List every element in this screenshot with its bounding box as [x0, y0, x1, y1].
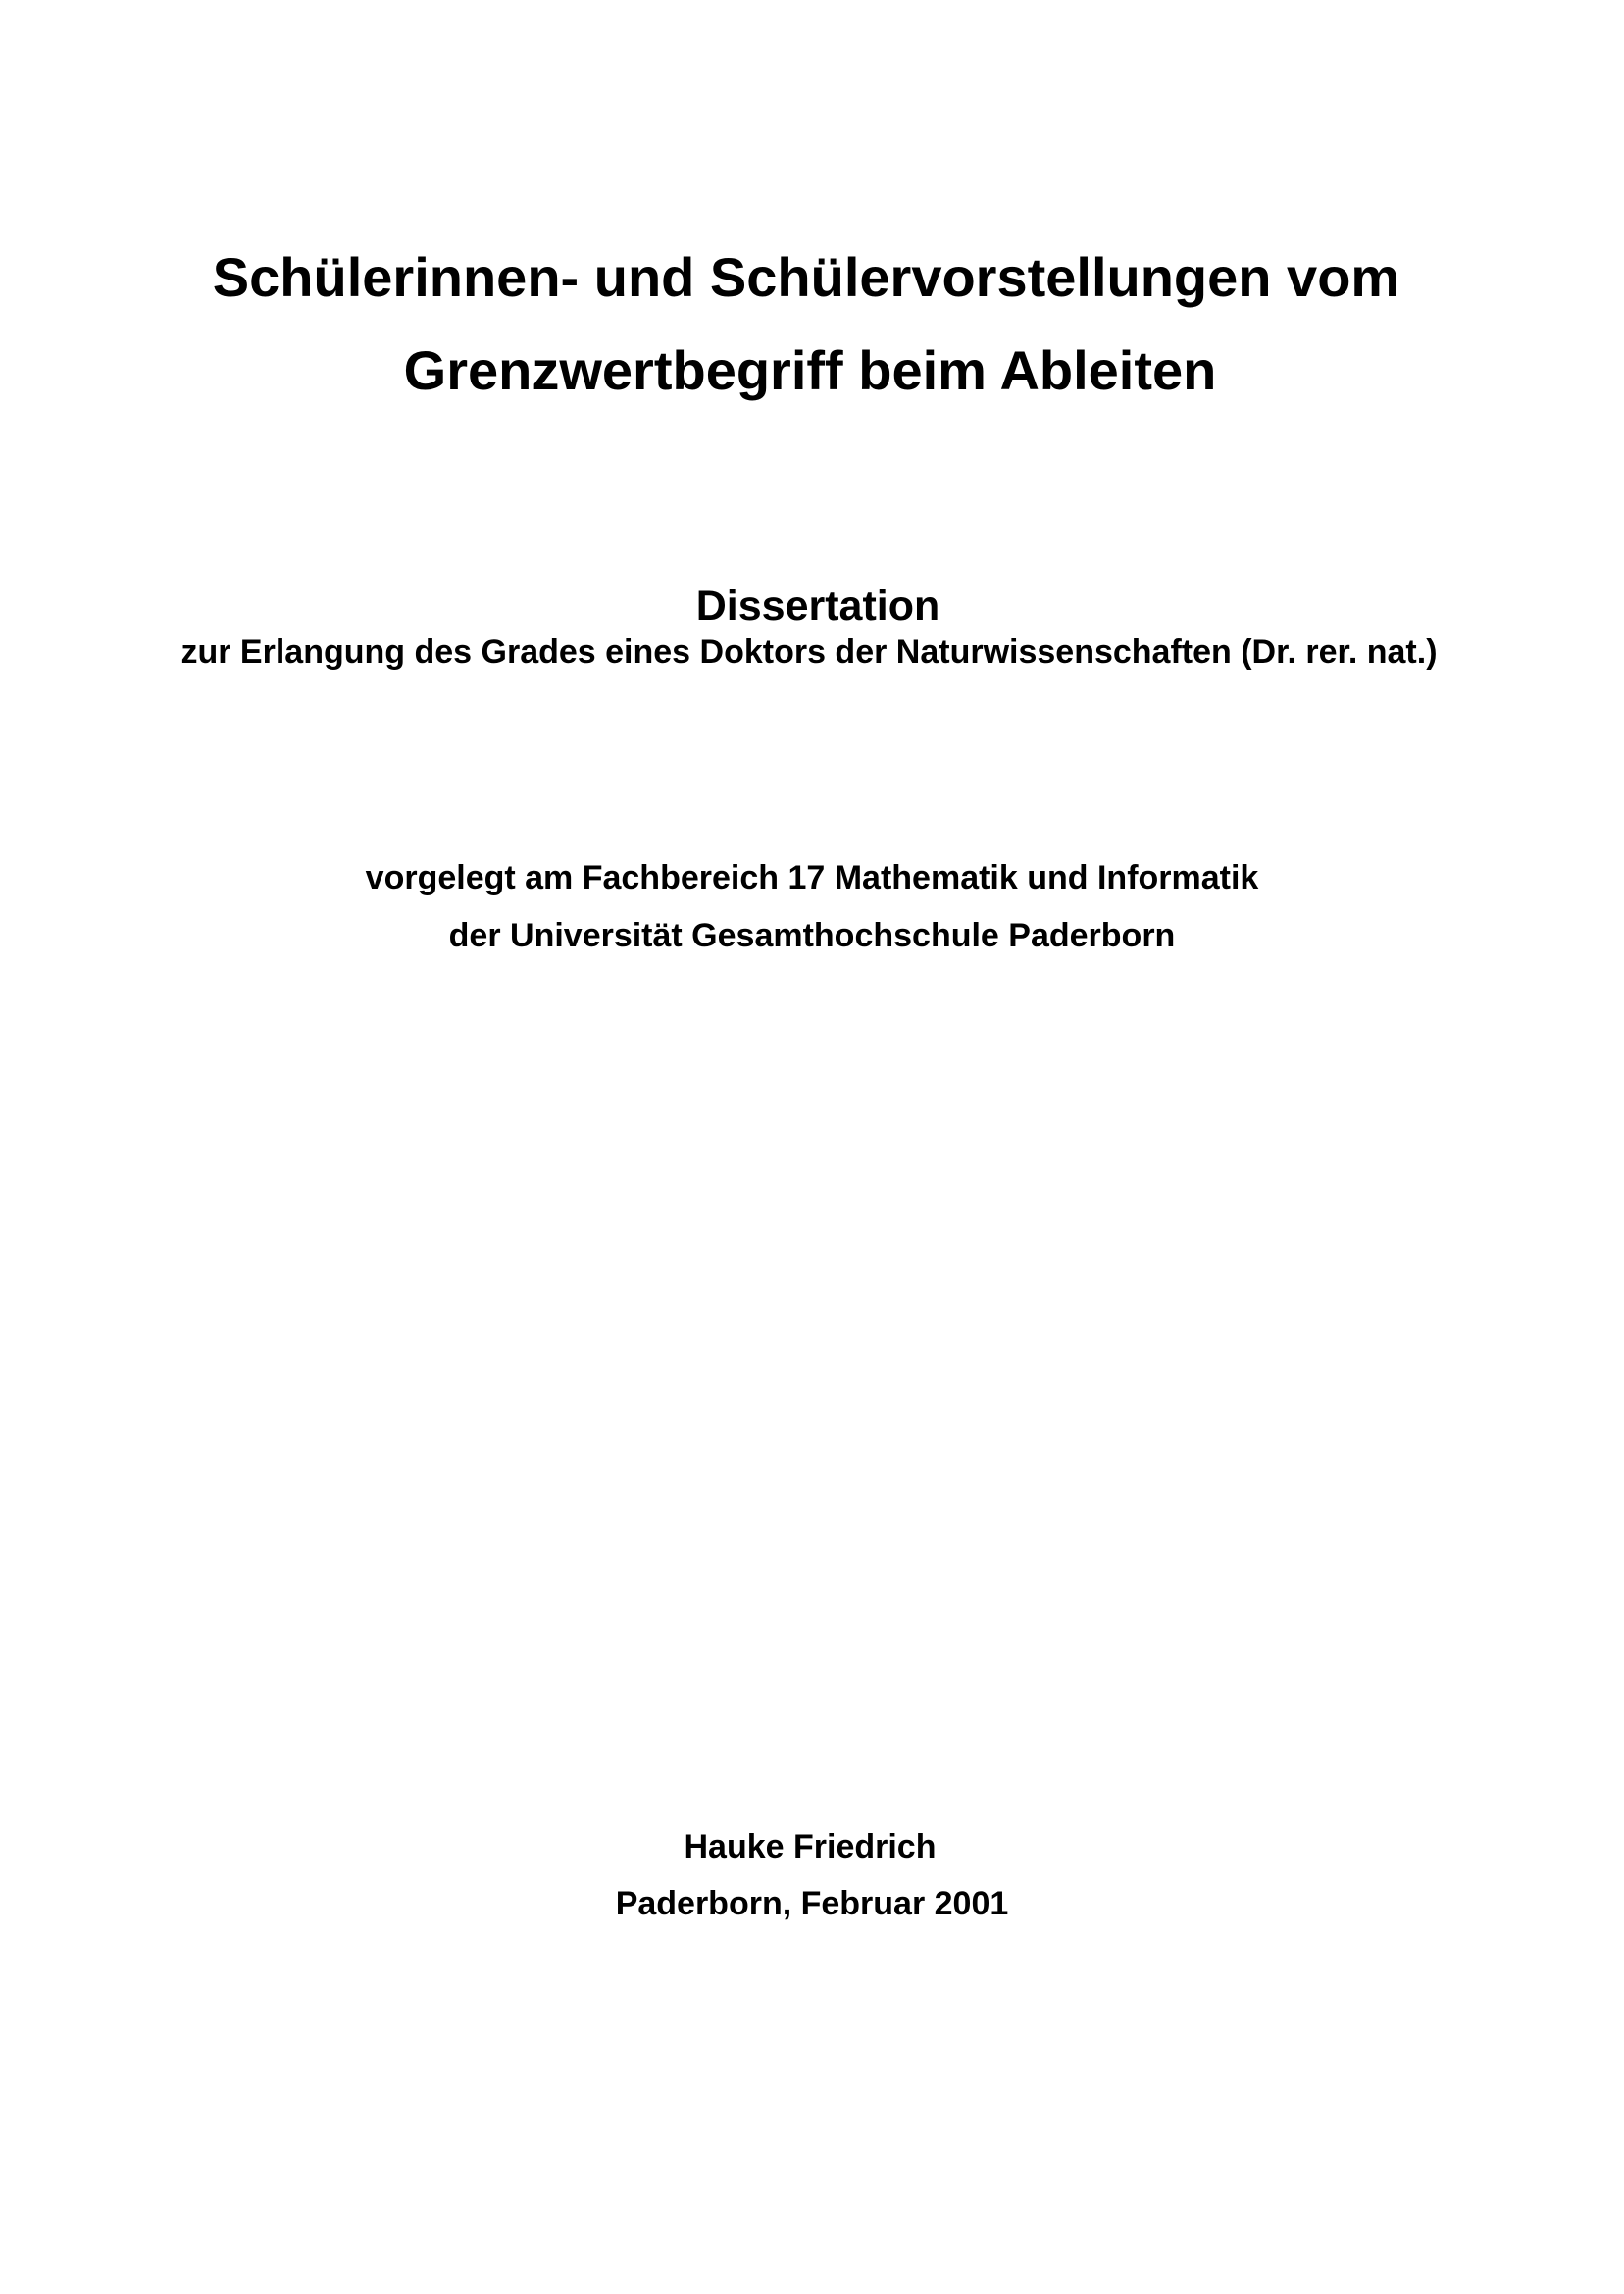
document-title-line-1: Schülerinnen- und Schülervorstellungen vom	[212, 246, 1400, 308]
thesis-degree: zur Erlangung des Grades eines Doktors der Naturwissenschaften (Dr. rer. nat.)	[180, 634, 1438, 671]
author-name: Hauke Friedrich	[684, 1828, 937, 1865]
author-place-date: Paderborn, Februar 2001	[615, 1885, 1009, 1922]
submission-university: der Universität Gesamthochschule Paderborn	[448, 917, 1176, 954]
document-title-line-2: Grenzwertbegriff beim Ableiten	[403, 339, 1217, 401]
thesis-type: Dissertation	[695, 583, 940, 630]
submission-faculty: vorgelegt am Fachbereich 17 Mathematik und Informatik	[365, 859, 1259, 896]
